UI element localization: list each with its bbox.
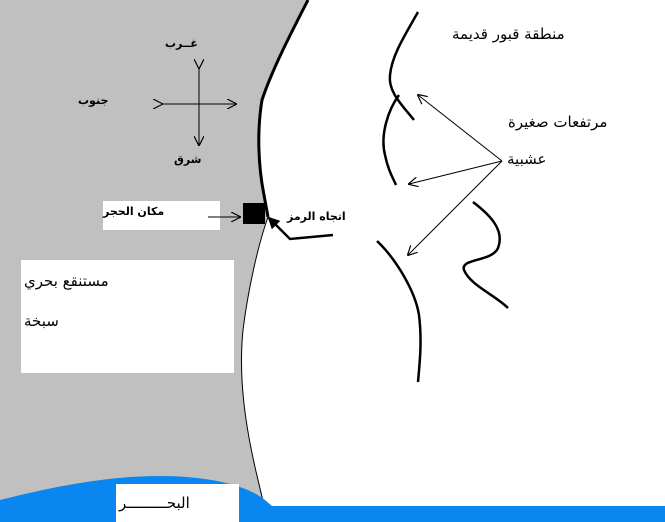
stone-marker-icon [243, 203, 265, 224]
hills-label-line2: عشبية [507, 150, 547, 168]
compass-south-label: جنوب [78, 94, 109, 107]
marsh-label-line1: مستنقع بحري [24, 272, 109, 290]
sea-label: البحـــــــــر [119, 494, 190, 512]
compass-west-label: غــرب [165, 37, 198, 50]
ancient-tombs-label: منطقة قبور قديمة [452, 25, 565, 43]
stone-location-label: مكان الحجر [103, 205, 165, 218]
marsh-label-line2: سبخة [24, 312, 59, 330]
symbol-direction-label: اتجاه الرمز [287, 210, 346, 223]
compass-east-label: شرق [174, 153, 202, 166]
hills-label-line1: مرتفعات صغيرة [508, 113, 608, 131]
